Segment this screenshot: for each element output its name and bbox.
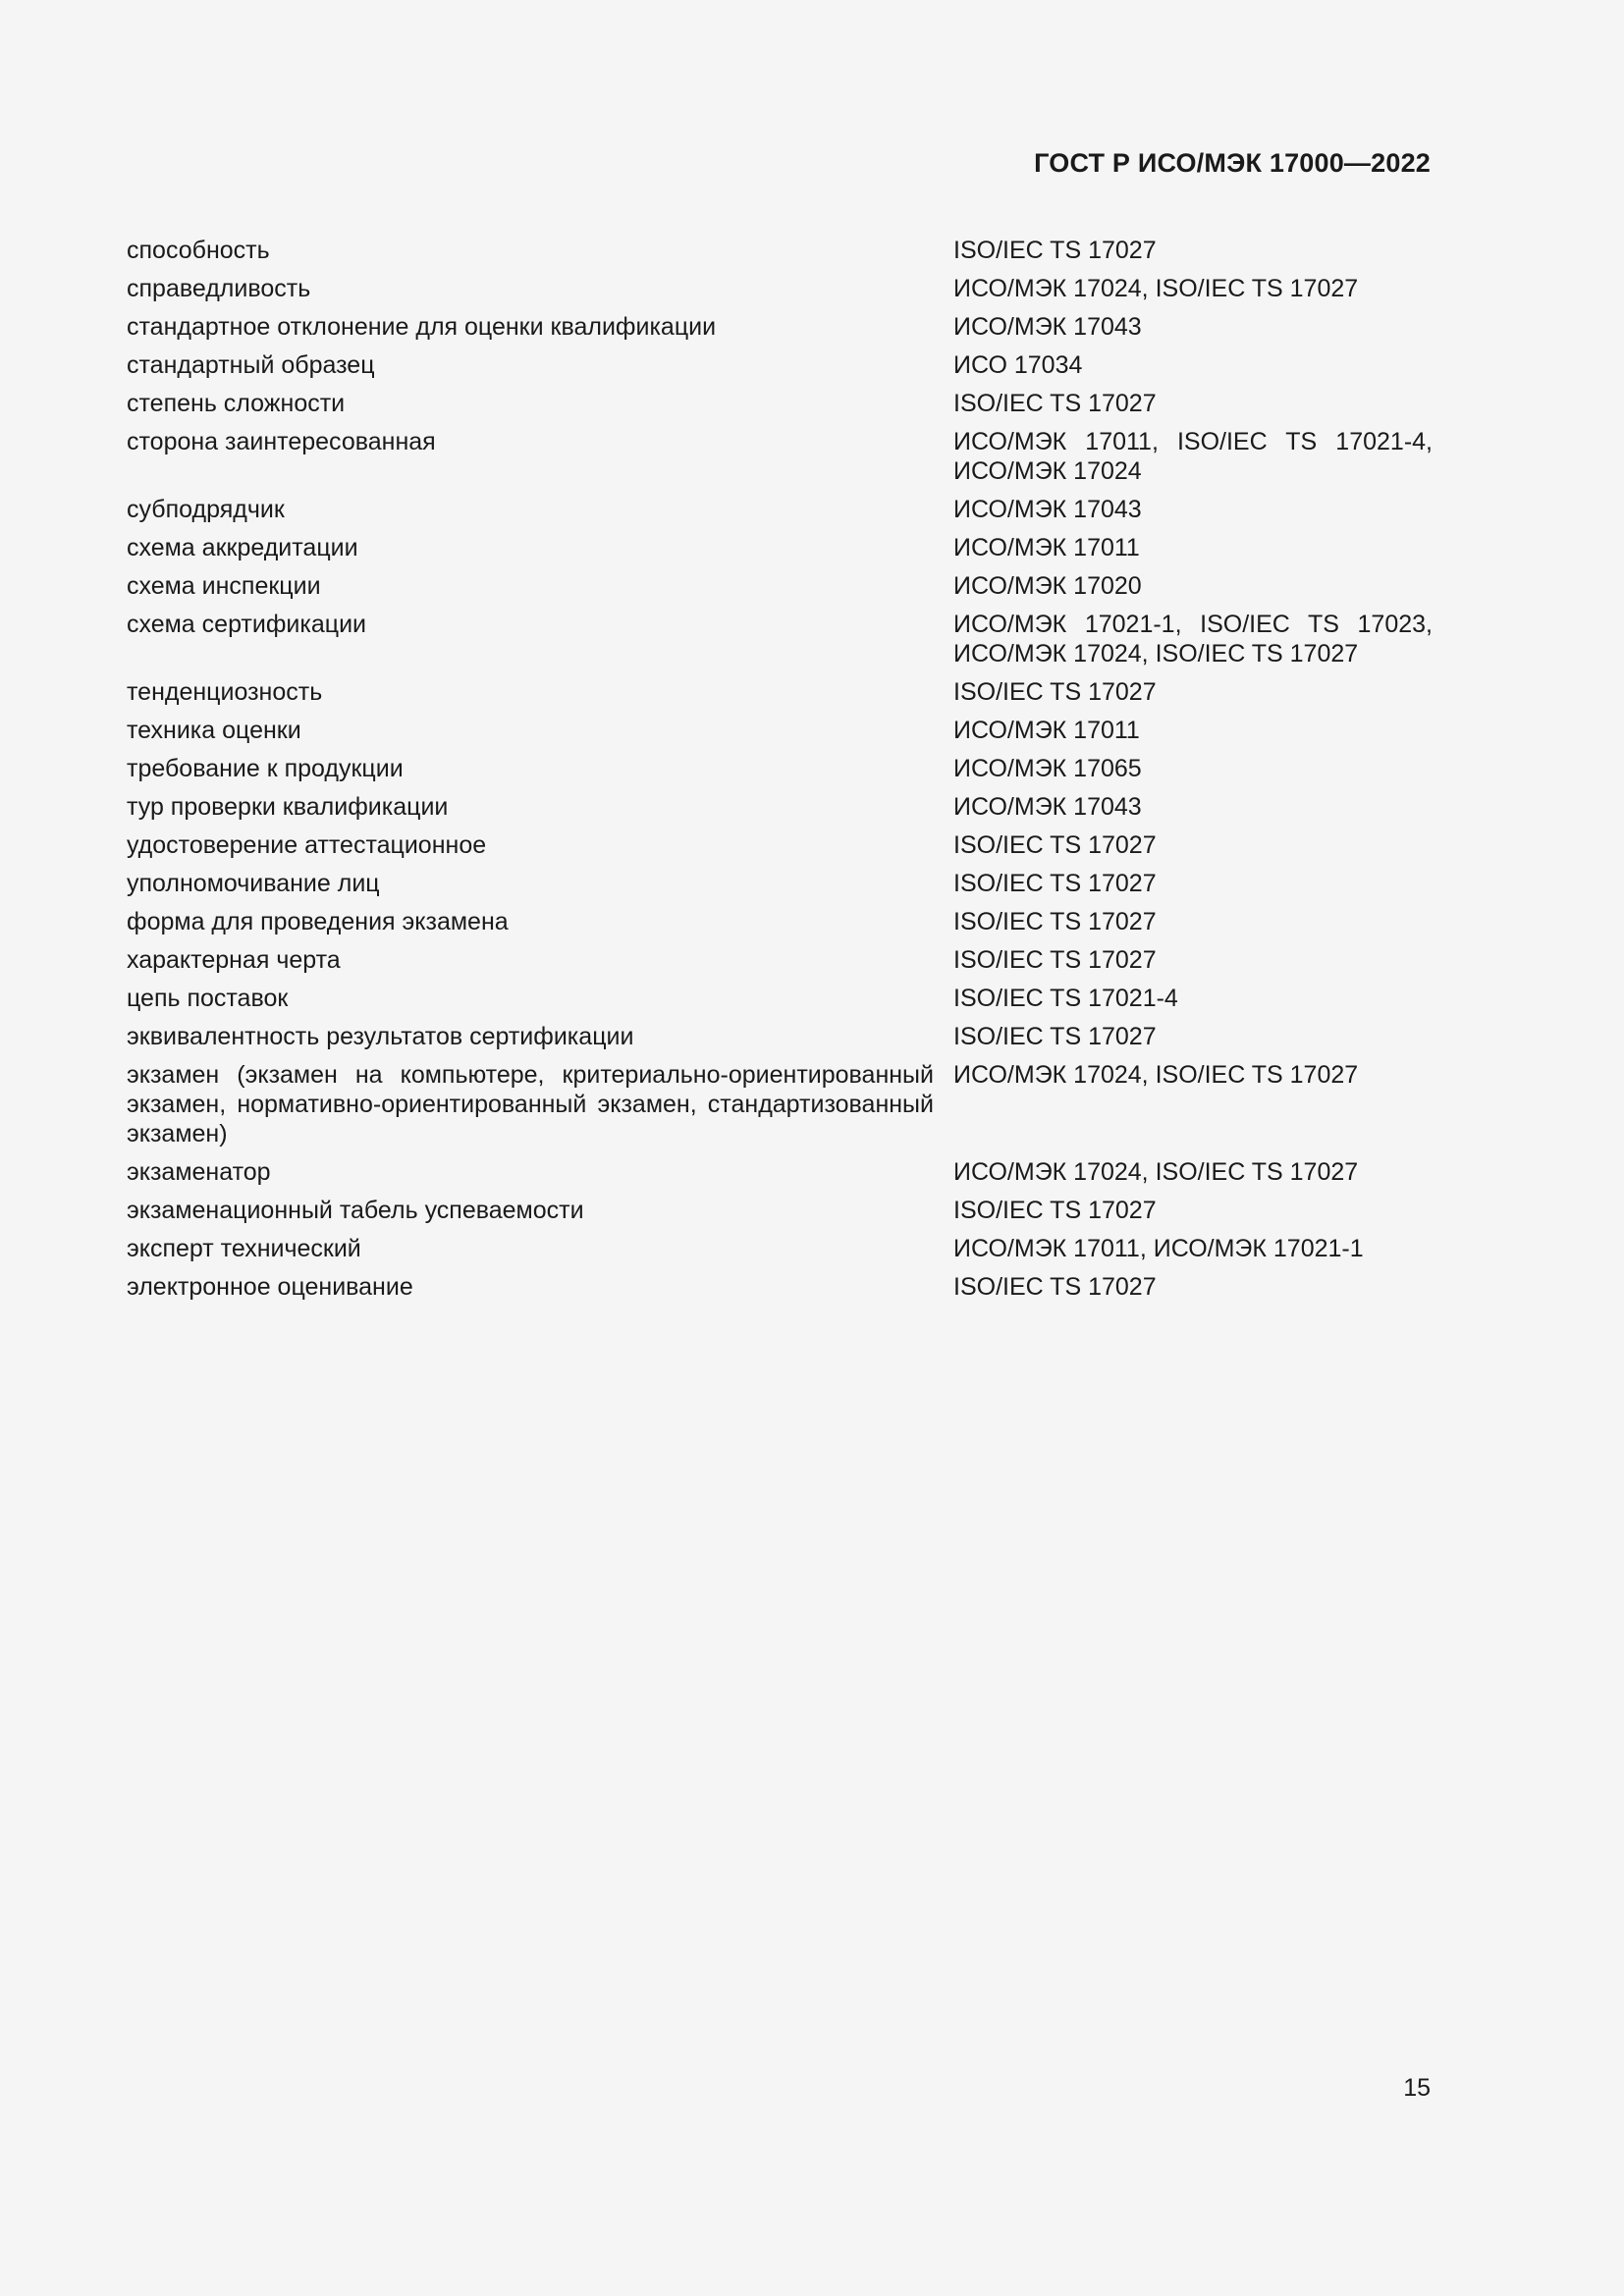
index-term: характерная черта bbox=[127, 946, 341, 974]
index-term: сторона заинтересованная bbox=[127, 428, 436, 455]
index-term: схема аккредитации bbox=[127, 534, 358, 561]
index-row bbox=[127, 1234, 1433, 1263]
index-row bbox=[127, 1060, 1433, 1148]
index-term: экзаменационный табель успеваемости bbox=[127, 1197, 584, 1224]
index-term: стандартный образец bbox=[127, 351, 375, 379]
index-term: эквивалентность результатов сертификации bbox=[127, 1023, 634, 1050]
index-refs: ИСО 17034 bbox=[953, 351, 1083, 379]
index-term: стандартное отклонение для оценки квалификации bbox=[127, 313, 717, 341]
index-row bbox=[127, 869, 1433, 898]
index-refs: ISO/IEC TS 17027 bbox=[953, 237, 1157, 264]
index-term: степень сложности bbox=[127, 390, 346, 417]
index-row bbox=[127, 716, 1433, 745]
index-term: схема сертификации bbox=[127, 611, 367, 638]
index-refs: ISO/IEC TS 17027 bbox=[953, 831, 1157, 859]
term-index-table bbox=[127, 236, 1433, 1310]
index-row bbox=[127, 427, 1433, 486]
index-row bbox=[127, 1272, 1433, 1302]
index-row bbox=[127, 610, 1433, 668]
index-refs: ISO/IEC TS 17027 bbox=[953, 1197, 1157, 1224]
index-refs: ISO/IEC TS 17027 bbox=[953, 1273, 1157, 1301]
index-term: уполномочивание лиц bbox=[127, 870, 380, 897]
index-row bbox=[127, 1196, 1433, 1225]
index-refs: ISO/IEC TS 17027 bbox=[953, 870, 1157, 897]
index-row bbox=[127, 677, 1433, 707]
index-row bbox=[127, 312, 1433, 342]
index-refs: ИСО/МЭК 17065 bbox=[953, 755, 1142, 782]
index-term: справедливость bbox=[127, 275, 311, 302]
index-term: экзаменатор bbox=[127, 1158, 271, 1186]
index-term: экзамен (экзамен на компьютере, критериально-ориентированный экзамен, нормативно-ориентированный экзамен, стандартизованный экзамен) bbox=[127, 1061, 934, 1148]
index-row bbox=[127, 495, 1433, 524]
index-refs: ИСО/МЭК 17024, ISO/IEC TS 17027 bbox=[953, 1061, 1359, 1089]
index-row bbox=[127, 350, 1433, 380]
index-refs: ИСО/МЭК 17011, ИСО/МЭК 17021-1 bbox=[953, 1235, 1364, 1262]
index-term: тур проверки квалификации bbox=[127, 793, 449, 821]
index-row bbox=[127, 945, 1433, 975]
index-refs: ИСО/МЭК 17020 bbox=[953, 572, 1142, 600]
index-row bbox=[127, 830, 1433, 860]
index-row bbox=[127, 274, 1433, 303]
index-term: требование к продукции bbox=[127, 755, 404, 782]
index-refs: ИСО/МЭК 17021-1, ISO/IEC TS 17023, ИСО/МЭК 17024, ISO/IEC TS 17027 bbox=[953, 611, 1433, 667]
index-term: удостоверение аттестационное bbox=[127, 831, 487, 859]
index-term: способность bbox=[127, 237, 270, 264]
index-term: форма для проведения экзамена bbox=[127, 908, 509, 935]
index-row bbox=[127, 236, 1433, 265]
index-refs: ИСО/МЭК 17011 bbox=[953, 534, 1140, 561]
index-refs: ISO/IEC TS 17021-4 bbox=[953, 985, 1178, 1012]
index-refs: ИСО/МЭК 17024, ISO/IEC TS 17027 bbox=[953, 1158, 1359, 1186]
index-term: субподрядчик bbox=[127, 496, 285, 523]
index-row bbox=[127, 389, 1433, 418]
index-refs: ИСО/МЭК 17024, ISO/IEC TS 17027 bbox=[953, 275, 1359, 302]
index-term: тенденциозность bbox=[127, 678, 323, 706]
index-refs: ИСО/МЭК 17043 bbox=[953, 496, 1142, 523]
index-term: эксперт технический bbox=[127, 1235, 361, 1262]
index-refs: ИСО/МЭК 17043 bbox=[953, 793, 1142, 821]
index-refs: ISO/IEC TS 17027 bbox=[953, 908, 1157, 935]
index-row bbox=[127, 1157, 1433, 1187]
index-row bbox=[127, 984, 1433, 1013]
page-number: 15 bbox=[1403, 2074, 1431, 2102]
index-row bbox=[127, 907, 1433, 936]
page-header-title: ГОСТ Р ИСО/МЭК 17000—2022 bbox=[1034, 148, 1431, 178]
index-refs: ISO/IEC TS 17027 bbox=[953, 390, 1157, 417]
index-term: цепь поставок bbox=[127, 985, 289, 1012]
index-refs: ISO/IEC TS 17027 bbox=[953, 946, 1157, 974]
index-refs: ИСО/МЭК 17011, ISO/IEC TS 17021-4, ИСО/МЭК 17024 bbox=[953, 428, 1433, 485]
index-refs: ISO/IEC TS 17027 bbox=[953, 678, 1157, 706]
index-refs: ISO/IEC TS 17027 bbox=[953, 1023, 1157, 1050]
index-term: схема инспекции bbox=[127, 572, 321, 600]
index-row bbox=[127, 754, 1433, 783]
index-refs: ИСО/МЭК 17011 bbox=[953, 717, 1140, 744]
index-row bbox=[127, 1022, 1433, 1051]
index-row bbox=[127, 792, 1433, 822]
index-term: техника оценки bbox=[127, 717, 301, 744]
index-term: электронное оценивание bbox=[127, 1273, 413, 1301]
index-row bbox=[127, 533, 1433, 562]
index-row bbox=[127, 571, 1433, 601]
index-refs: ИСО/МЭК 17043 bbox=[953, 313, 1142, 341]
